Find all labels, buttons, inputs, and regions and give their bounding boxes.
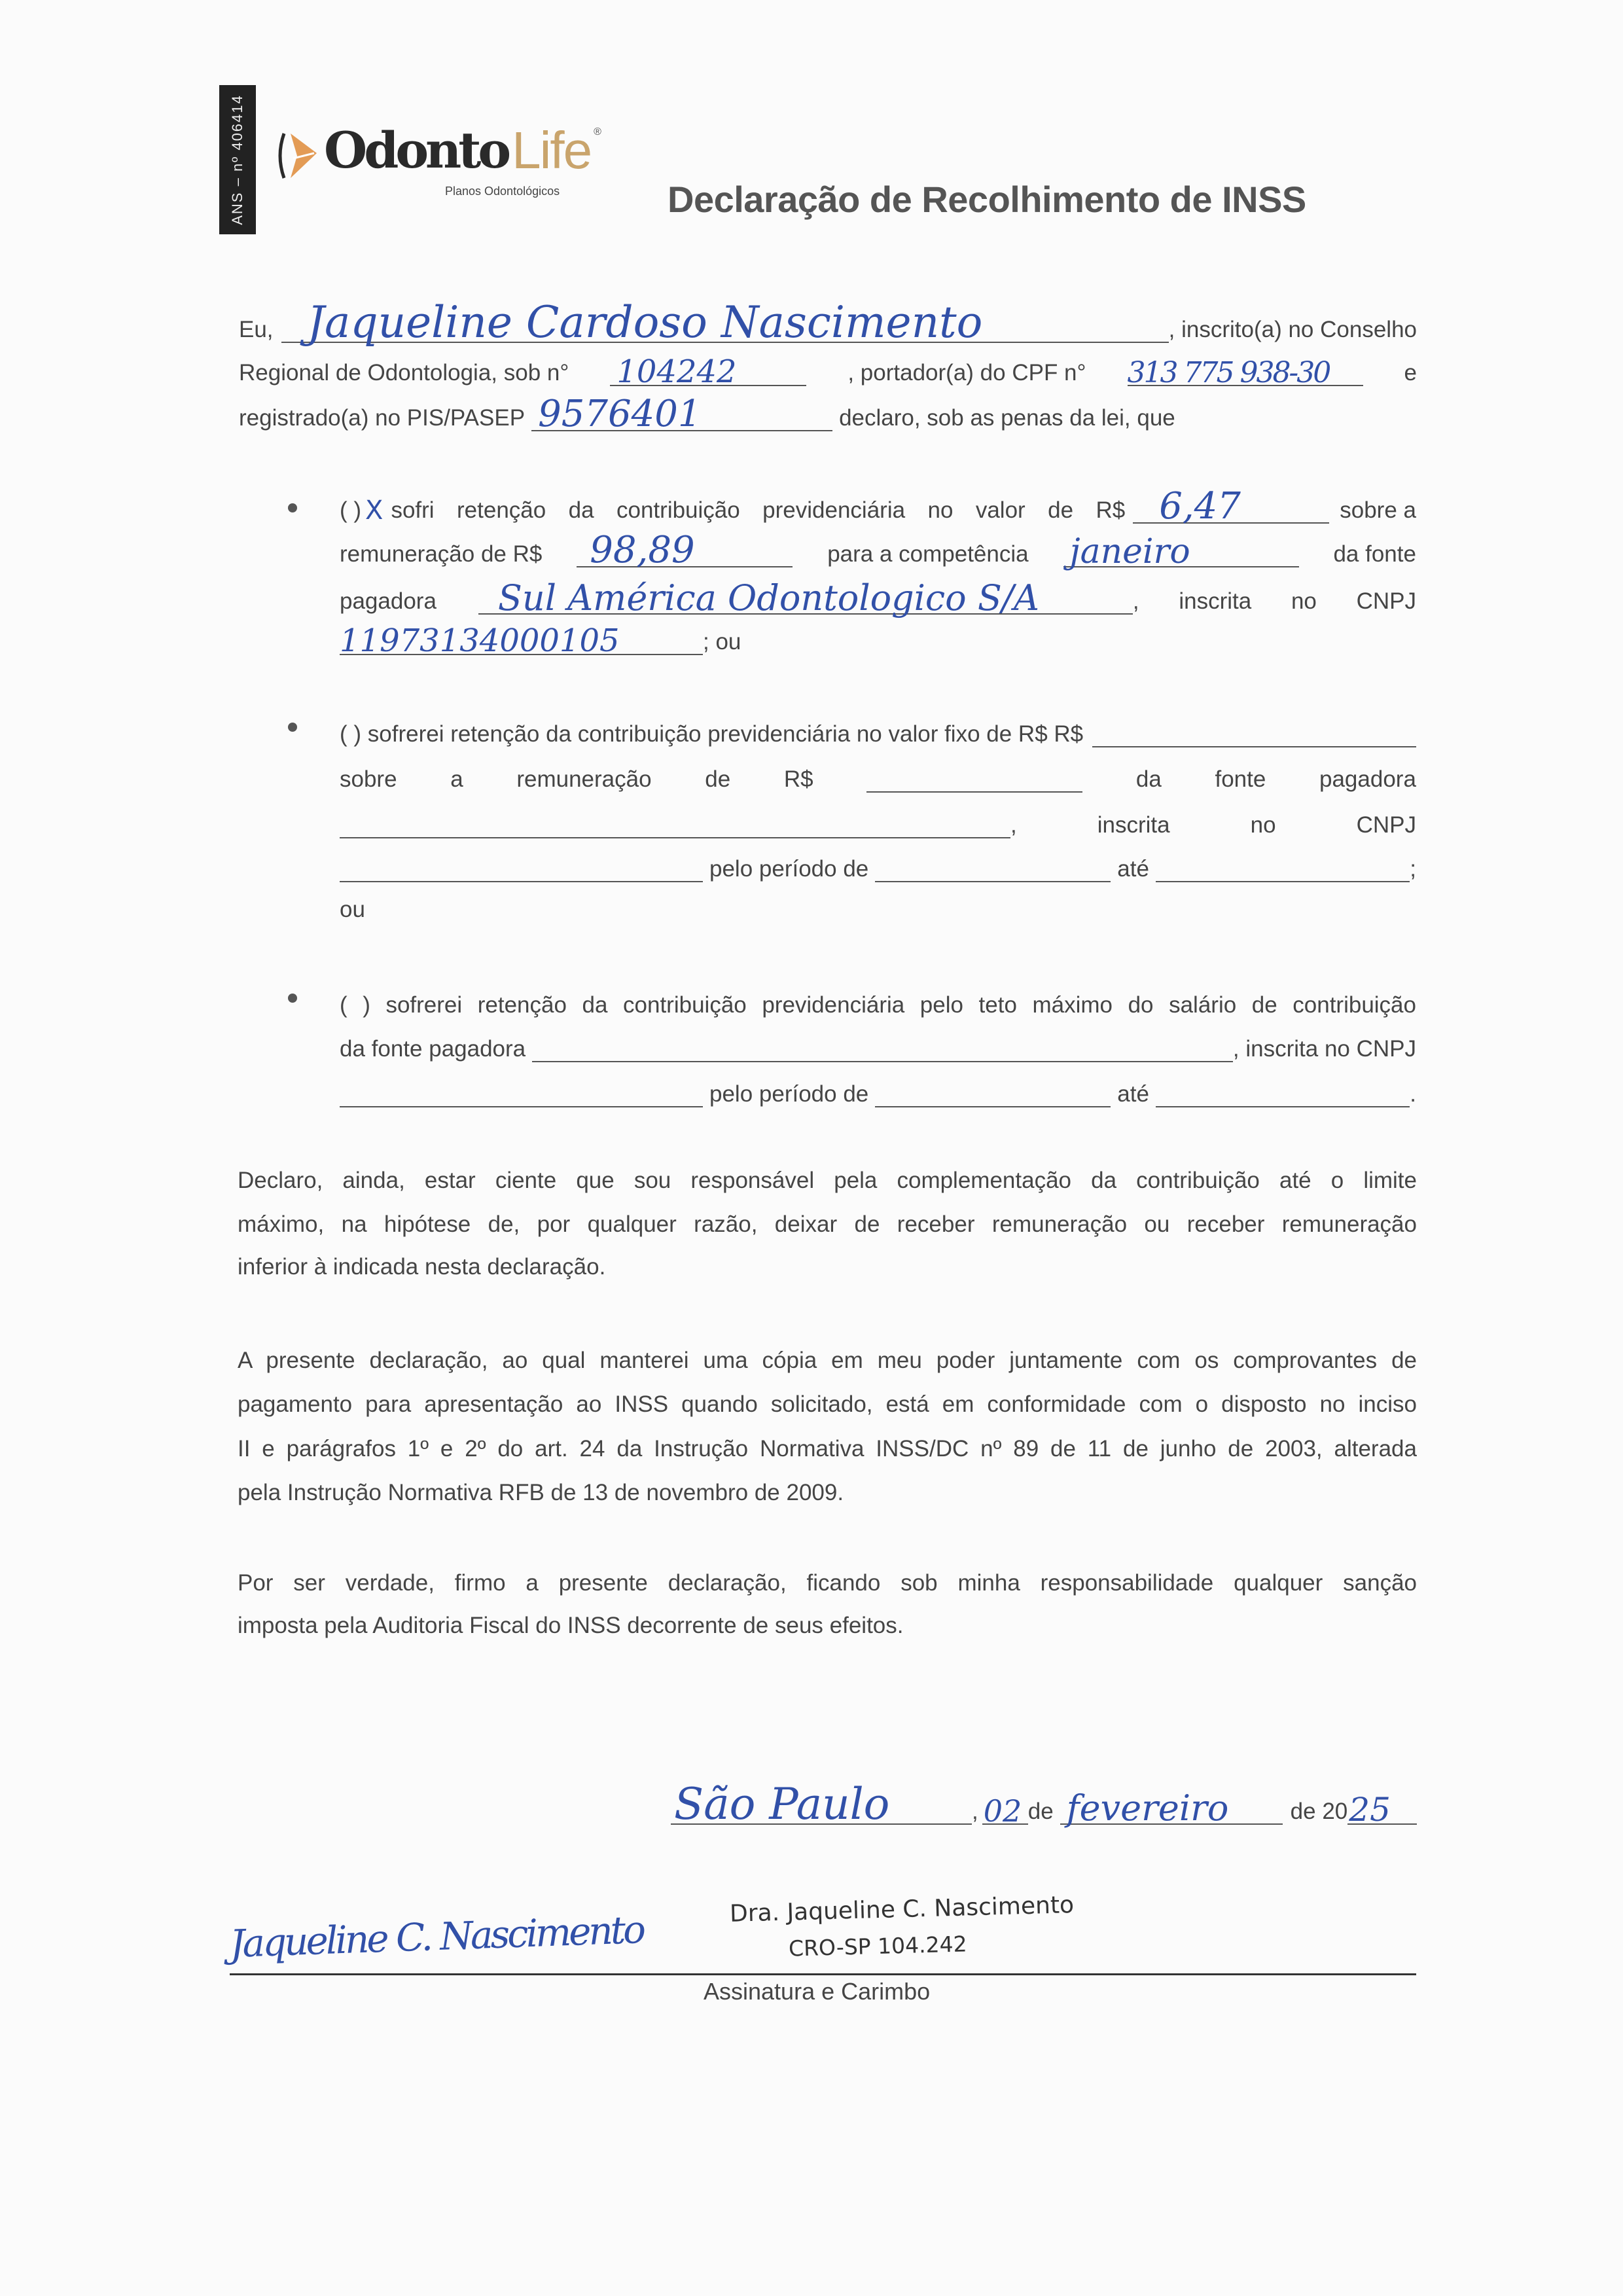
option2-period-start-field[interactable] <box>875 855 1111 882</box>
e-label: e <box>1404 360 1417 386</box>
inscrito-label: , inscrito(a) no Conselho <box>1168 317 1417 342</box>
intro-line-3 <box>239 393 1182 435</box>
option3-line-3 <box>340 1076 1416 1107</box>
option3-cnpj-field[interactable] <box>340 1080 703 1107</box>
option2-payer-group <box>340 811 1017 838</box>
option3-inscrita-label: , inscrita no CNPJ <box>1232 1036 1416 1062</box>
presente-paragraph-line: A presente declaração, ao qual manterei uma cópia em meu poder juntamente com os comprovantes de <box>238 1348 1417 1373</box>
bullet-icon <box>288 503 297 512</box>
option2-fixed-value-field[interactable] <box>1092 720 1416 747</box>
pagadora-label: pagadora <box>340 588 437 614</box>
option2-word: CNPJ <box>1356 812 1416 838</box>
option2-payer-field[interactable] <box>340 811 1010 838</box>
pis-field[interactable] <box>531 393 832 435</box>
option3-payer-field[interactable] <box>532 1035 1233 1062</box>
retention-value: 6,47 <box>1159 485 1241 528</box>
inscrita-label: , inscrita no CNPJ <box>1132 588 1416 614</box>
odontolife-logo <box>275 118 641 203</box>
ate-label: até <box>1117 856 1149 882</box>
comma: , <box>1010 812 1017 838</box>
option2-word: da <box>1135 766 1162 792</box>
option2-cnpj-field[interactable] <box>340 855 703 882</box>
option2-word: R$ <box>783 766 813 792</box>
logo-wordmark <box>324 118 601 183</box>
verdade-paragraph-line: imposta pela Auditoria Fiscal do INSS decorrente de seus efeitos. <box>238 1613 904 1638</box>
competencia-value: janeiro <box>1069 532 1190 571</box>
remuneracao-label: remuneração de R$ <box>340 541 543 567</box>
city-value: São Paulo <box>674 1779 890 1829</box>
option2-line-4 <box>340 851 1416 882</box>
document-title: Declaração de Recolhimento de INSS <box>668 179 1306 220</box>
logo-registered-mark: ® <box>594 126 601 137</box>
da-fonte-label: da fonte <box>1333 541 1416 567</box>
pis-label: registrado(a) no PIS/PASEP <box>239 405 526 431</box>
option2-word: pagadora <box>1319 766 1416 792</box>
day-value: 02 <box>983 1793 1022 1829</box>
competencia-label: para a competência <box>827 541 1029 567</box>
option2-remuneration-field[interactable] <box>866 765 1082 793</box>
ou-label: ; ou <box>703 629 741 655</box>
option2-word: fonte <box>1215 766 1266 792</box>
declaro-paragraph-line: Declaro, ainda, estar ciente que sou responsável pela complementação da contribuição até o limite <box>238 1168 1417 1193</box>
logo-text-life: Life <box>512 121 592 179</box>
remuneration-field[interactable] <box>577 529 793 571</box>
ans-registration-label: ANS – nº 406414 <box>229 94 245 225</box>
periodo-label: pelo período de <box>709 1081 869 1107</box>
option2-word: no <box>1250 812 1276 838</box>
option2-line-5 <box>340 891 365 923</box>
option2-period-end-field[interactable] <box>1156 855 1410 882</box>
year-value: 25 <box>1349 1791 1391 1829</box>
period: . <box>1410 1081 1416 1107</box>
option2-word: de <box>705 766 731 792</box>
option2-line-3 <box>340 807 1416 838</box>
declaro-paragraph-line: máximo, na hipótese de, por qualquer razão, deixar de receber remuneração ou receber remuneração <box>238 1211 1417 1237</box>
verdade-paragraph-line: Por ser verdade, firmo a presente declaração, ficando sob minha responsabilidade qualquer sanção <box>238 1570 1417 1596</box>
option1-line-1 <box>340 485 1416 528</box>
signature-line <box>230 1973 1416 1975</box>
de-label: de <box>1027 1799 1054 1824</box>
name-value: Jaqueline Cardoso Nascimento <box>307 297 983 348</box>
pis-value: 9576401 <box>538 393 702 435</box>
name-field[interactable] <box>281 297 1169 348</box>
ate-label: até <box>1117 1081 1149 1107</box>
comma: , <box>972 1799 978 1824</box>
option2-line-2 <box>340 761 1416 793</box>
option2-line-1 <box>340 716 1416 747</box>
option2-word: a <box>450 766 463 792</box>
day-field[interactable] <box>982 1793 1028 1829</box>
option3-line-1 <box>340 987 1416 1018</box>
ans-registration-bar <box>219 85 256 234</box>
portador-label: , portador(a) do CPF n° <box>847 360 1086 386</box>
option3-text: ( ) sofrerei retenção da contribuição previdenciária pelo teto máximo do salário de contribuição <box>340 992 1416 1018</box>
month-value: fevereiro <box>1066 1787 1229 1829</box>
remuneration-value: 98,89 <box>590 529 695 571</box>
ou-label: ou <box>340 897 365 922</box>
bullet-icon <box>288 994 297 1003</box>
signature-label: Assinatura e Carimbo <box>704 1978 931 2005</box>
regional-label: Regional de Odontologia, sob n° <box>239 360 569 386</box>
option2-text: ( ) sofrerei retenção da contribuição previdenciária no valor fixo de R$ R$ <box>340 721 1084 747</box>
stamp-name: Dra. Jaqueline C. Nascimento <box>729 1892 1075 1928</box>
eu-label: Eu, <box>239 317 274 342</box>
cnpj-field[interactable] <box>340 622 703 659</box>
option1-text: sofri retenção da contribuição previdenciária no valor de R$ <box>391 497 1126 523</box>
date-line <box>671 1779 1417 1829</box>
presente-paragraph-line: II e parágrafos 1º e 2º do art. 24 da Instrução Normativa INSS/DC nº 89 de 11 de junho de 2003, alterada <box>238 1436 1417 1462</box>
option3-period-start-field[interactable] <box>875 1080 1111 1107</box>
logo-text-odonto: Odonto <box>324 121 508 179</box>
declaro-paragraph-line: inferior à indicada nesta declaração. <box>238 1254 606 1280</box>
option3-line-2 <box>340 1031 1416 1062</box>
checkbox-mark-x: X <box>365 495 383 526</box>
cro-field[interactable] <box>610 353 806 390</box>
sobre-label: sobre a <box>1340 497 1416 523</box>
intro-line-1 <box>239 297 1417 348</box>
checkbox-parentheses: ( ) <box>340 497 362 523</box>
cnpj-value: 11973134000105 <box>340 622 620 659</box>
periodo-label: pelo período de <box>709 856 869 882</box>
option3-fonte-label: da fonte pagadora <box>340 1036 526 1062</box>
option2-word: inscrita <box>1097 812 1170 838</box>
competencia-field[interactable] <box>1063 532 1299 571</box>
stamp-cro: CRO-SP 104.242 <box>788 1931 968 1962</box>
presente-paragraph-line: pela Instrução Normativa RFB de 13 de novembro de 2009. <box>238 1480 844 1505</box>
payer-source-field[interactable] <box>478 577 1133 619</box>
declaro-label: declaro, sob as penas da lei, que <box>839 405 1175 431</box>
de-20-label: de 20 <box>1290 1799 1348 1824</box>
option3-period-end-field[interactable] <box>1156 1080 1410 1107</box>
option2-word: sobre <box>340 766 397 792</box>
city-field[interactable] <box>671 1779 972 1829</box>
semicolon: ; <box>1410 856 1416 882</box>
logo-tooth-icon <box>275 130 321 182</box>
payer-source-value: Sul América Odontologico S/A <box>497 577 1040 619</box>
bullet-icon <box>288 723 297 732</box>
option1-line-2 <box>340 529 1416 571</box>
cro-value: 104242 <box>616 353 737 390</box>
option2-word: remuneração <box>516 766 652 792</box>
cpf-field[interactable] <box>1127 356 1363 389</box>
year-field[interactable] <box>1347 1791 1417 1829</box>
handwritten-signature: Jaqueline C. Nascimento <box>229 1907 645 1967</box>
option1-line-4 <box>340 622 741 659</box>
option1-line-3 <box>340 577 1416 619</box>
cpf-value: 313 775 938-30 <box>1127 356 1330 389</box>
presente-paragraph-line: pagamento para apresentação ao INSS quando solicitado, está em conformidade com o disposto no inciso <box>238 1391 1417 1417</box>
logo-subtitle: Planos Odontológicos <box>445 185 560 198</box>
option1-checkbox[interactable] <box>340 497 383 524</box>
retention-value-field[interactable] <box>1133 485 1329 528</box>
intro-line-2 <box>239 353 1417 390</box>
month-field[interactable] <box>1060 1787 1283 1829</box>
